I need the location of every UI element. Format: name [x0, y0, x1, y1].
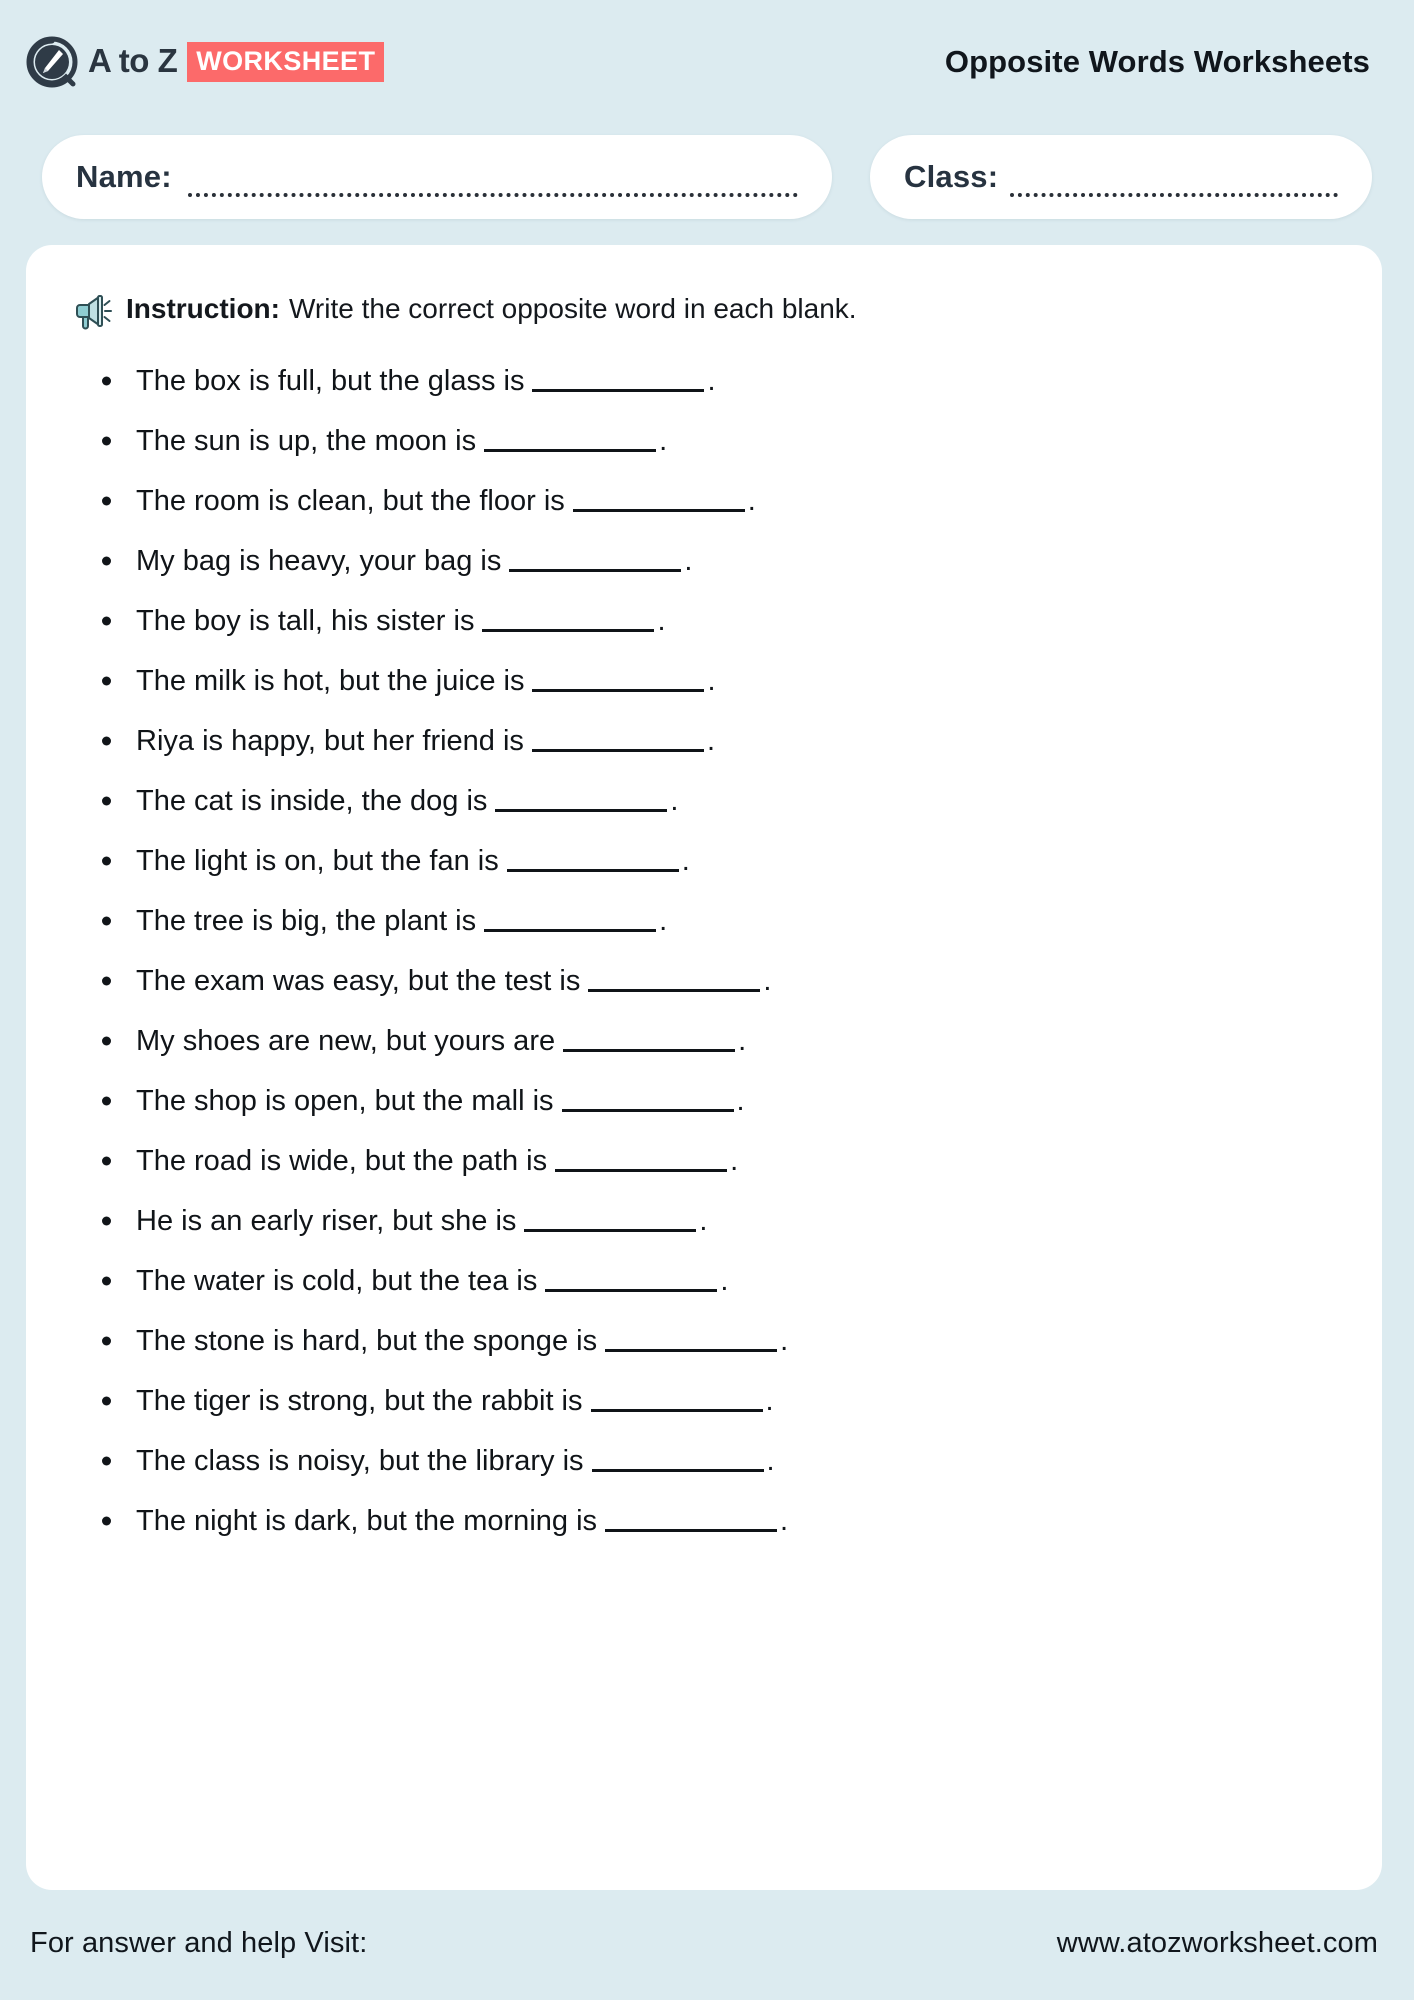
- footer-help-text: For answer and help Visit:: [30, 1927, 368, 1959]
- question-text: The night is dark, but the morning is: [136, 1504, 598, 1537]
- answer-blank[interactable]: [605, 1510, 777, 1532]
- question-text: The tiger is strong, but the rabbit is: [136, 1384, 583, 1417]
- question-text: My bag is heavy, your bag is: [136, 544, 502, 577]
- answer-blank[interactable]: [509, 550, 681, 572]
- question-period: .: [738, 1024, 747, 1057]
- answer-blank[interactable]: [573, 490, 745, 512]
- question-item: [136, 1131, 1336, 1191]
- student-fields: [42, 135, 1372, 219]
- question-item: [136, 1071, 1336, 1131]
- brand-logo: [26, 36, 384, 88]
- question-text: The water is cold, but the tea is: [136, 1264, 538, 1297]
- question-period: .: [706, 724, 715, 757]
- question-item: [136, 471, 1336, 531]
- page-footer: [0, 1927, 1414, 1960]
- question-period: .: [659, 904, 668, 937]
- question-item: [136, 951, 1336, 1011]
- page-header: [0, 22, 1414, 102]
- answer-blank[interactable]: [495, 790, 667, 812]
- answer-blank[interactable]: [545, 1270, 717, 1292]
- question-item: [136, 1191, 1336, 1251]
- question-period: .: [766, 1444, 775, 1477]
- pen-circle-logo-icon: [26, 36, 78, 88]
- answer-blank[interactable]: [524, 1210, 696, 1232]
- instruction-text: [126, 287, 857, 326]
- class-field[interactable]: [870, 135, 1372, 219]
- answer-blank[interactable]: [563, 1030, 735, 1052]
- question-text: Riya is happy, but her friend is: [136, 724, 524, 757]
- question-item: [136, 831, 1336, 891]
- question-text: The cat is inside, the dog is: [136, 784, 488, 817]
- question-item: [136, 351, 1336, 411]
- answer-blank[interactable]: [592, 1450, 764, 1472]
- answer-blank[interactable]: [482, 610, 654, 632]
- question-item: [136, 1371, 1336, 1431]
- question-item: [136, 651, 1336, 711]
- question-item: [136, 771, 1336, 831]
- question-period: .: [780, 1504, 789, 1537]
- question-text: The boy is tall, his sister is: [136, 604, 475, 637]
- question-period: .: [659, 424, 668, 457]
- question-item: [136, 1251, 1336, 1311]
- question-text: The shop is open, but the mall is: [136, 1084, 554, 1117]
- instruction-body: Write the correct opposite word in each blank.: [289, 293, 857, 324]
- question-period: .: [780, 1324, 789, 1357]
- worksheet-card: [26, 245, 1382, 1890]
- answer-blank[interactable]: [532, 730, 704, 752]
- question-period: .: [736, 1084, 745, 1117]
- question-period: .: [670, 784, 679, 817]
- megaphone-icon: [72, 291, 114, 333]
- class-label: Class:: [904, 159, 999, 194]
- question-item: [136, 1011, 1336, 1071]
- question-text: The exam was easy, but the test is: [136, 964, 581, 997]
- question-period: .: [684, 544, 693, 577]
- brand-badge: WORKSHEET: [187, 42, 384, 82]
- question-text: The milk is hot, but the juice is: [136, 664, 525, 697]
- question-text: My shoes are new, but yours are: [136, 1024, 556, 1057]
- brand-name: A to Z: [88, 42, 178, 79]
- question-item: [136, 1311, 1336, 1371]
- name-input-line[interactable]: [188, 171, 798, 197]
- question-period: .: [707, 664, 716, 697]
- question-item: [136, 591, 1336, 651]
- question-text: He is an early riser, but she is: [136, 1204, 517, 1237]
- question-item: [136, 891, 1336, 951]
- question-period: .: [699, 1204, 708, 1237]
- page-title: Opposite Words Worksheets: [944, 44, 1370, 79]
- answer-blank[interactable]: [532, 670, 704, 692]
- instruction-row: [72, 287, 1336, 333]
- question-period: .: [681, 844, 690, 877]
- question-period: .: [765, 1384, 774, 1417]
- question-text: The tree is big, the plant is: [136, 904, 477, 937]
- question-period: .: [707, 364, 716, 397]
- question-item: [136, 1491, 1336, 1551]
- question-text: The room is clean, but the floor is: [136, 484, 565, 517]
- question-period: .: [730, 1144, 739, 1177]
- question-text: The road is wide, but the path is: [136, 1144, 548, 1177]
- question-period: .: [720, 1264, 729, 1297]
- question-text: The class is noisy, but the library is: [136, 1444, 584, 1477]
- name-field[interactable]: [42, 135, 832, 219]
- answer-blank[interactable]: [507, 850, 679, 872]
- answer-blank[interactable]: [532, 370, 704, 392]
- question-item: [136, 711, 1336, 771]
- question-item: [136, 411, 1336, 471]
- question-list: [72, 351, 1336, 1551]
- question-item: [136, 1431, 1336, 1491]
- answer-blank[interactable]: [562, 1090, 734, 1112]
- question-text: The box is full, but the glass is: [136, 364, 525, 397]
- answer-blank[interactable]: [588, 970, 760, 992]
- name-label: Name:: [76, 159, 172, 194]
- answer-blank[interactable]: [591, 1390, 763, 1412]
- answer-blank[interactable]: [605, 1330, 777, 1352]
- question-period: .: [657, 604, 666, 637]
- question-text: The stone is hard, but the sponge is: [136, 1324, 598, 1357]
- footer-website-link[interactable]: www.atozworksheet.com: [1056, 1927, 1378, 1959]
- class-input-line[interactable]: [1010, 171, 1338, 197]
- question-period: .: [763, 964, 772, 997]
- instruction-label: Instruction:: [126, 293, 280, 324]
- question-item: [136, 531, 1336, 591]
- question-period: .: [747, 484, 756, 517]
- question-text: The sun is up, the moon is: [136, 424, 477, 457]
- answer-blank[interactable]: [484, 430, 656, 452]
- answer-blank[interactable]: [555, 1150, 727, 1172]
- answer-blank[interactable]: [484, 910, 656, 932]
- question-text: The light is on, but the fan is: [136, 844, 499, 877]
